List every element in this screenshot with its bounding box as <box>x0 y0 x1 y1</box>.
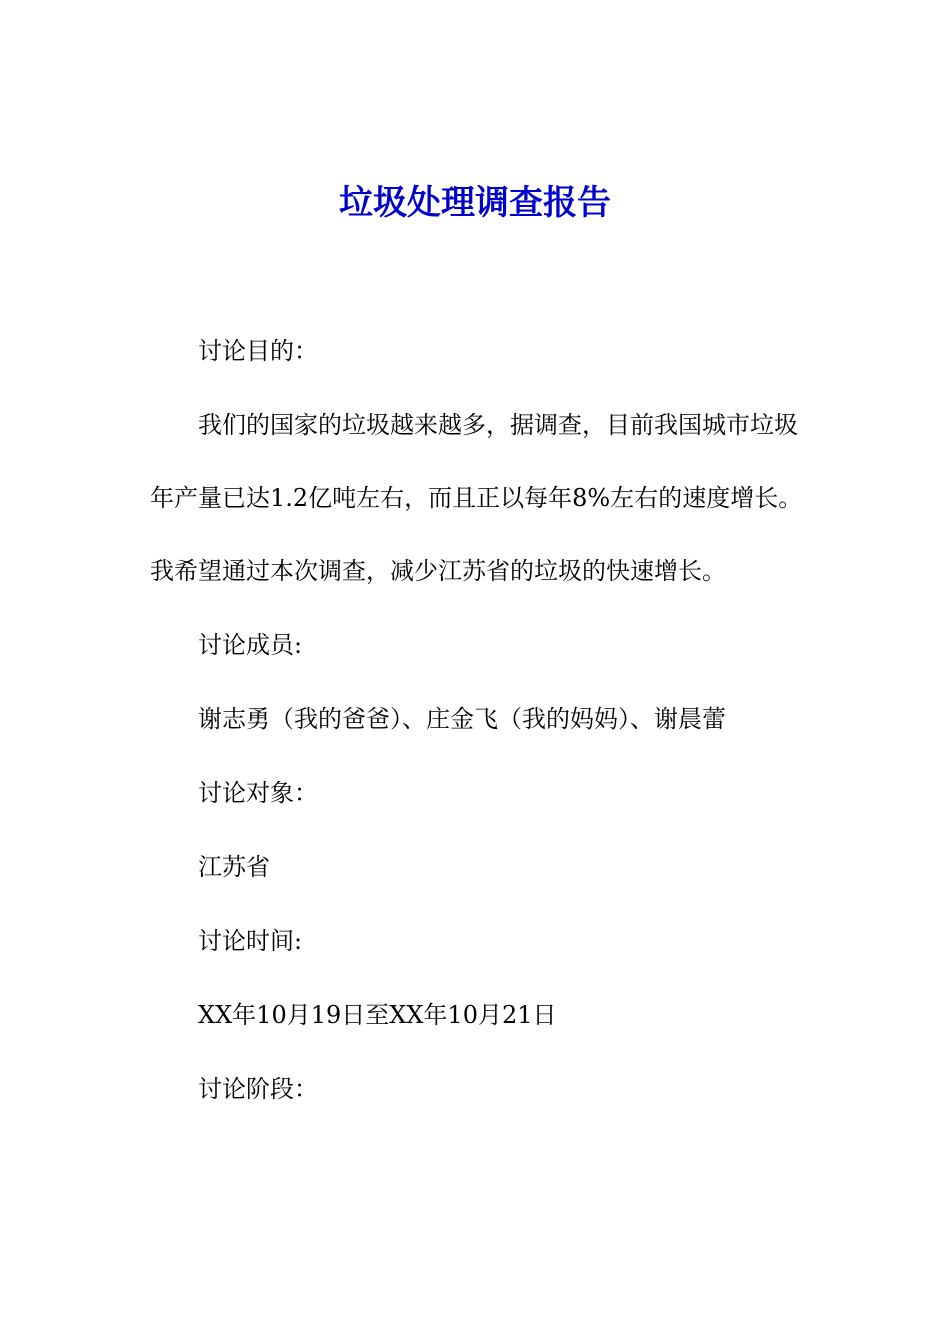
document-title: 垃圾处理调查报告 <box>339 183 611 223</box>
paragraph-time: XX年10月19日至XX年10月21日 <box>198 1001 557 1029</box>
heading-subject: 讨论对象： <box>198 779 318 807</box>
heading-time: 讨论时间: <box>198 927 303 955</box>
document-body <box>150 333 810 1145</box>
heading-purpose: 讨论目的： <box>198 337 318 365</box>
paragraph-members: 谢志勇（我的爸爸）、庄金飞（我的妈妈）、谢晨蕾 <box>198 705 726 733</box>
paragraph-purpose: 我们的国家的垃圾越来越多，据调查，目前我国城市垃圾年产量已达1.2亿吨左右，而且正以每年8%左右的速度增长。我希望通过本次调查，减少江苏省的垃圾的快速增长。 <box>150 411 803 585</box>
paragraph-subject: 江苏省 <box>198 853 270 881</box>
heading-stage: 讨论阶段： <box>198 1075 318 1103</box>
heading-members: 讨论成员: <box>198 631 303 659</box>
